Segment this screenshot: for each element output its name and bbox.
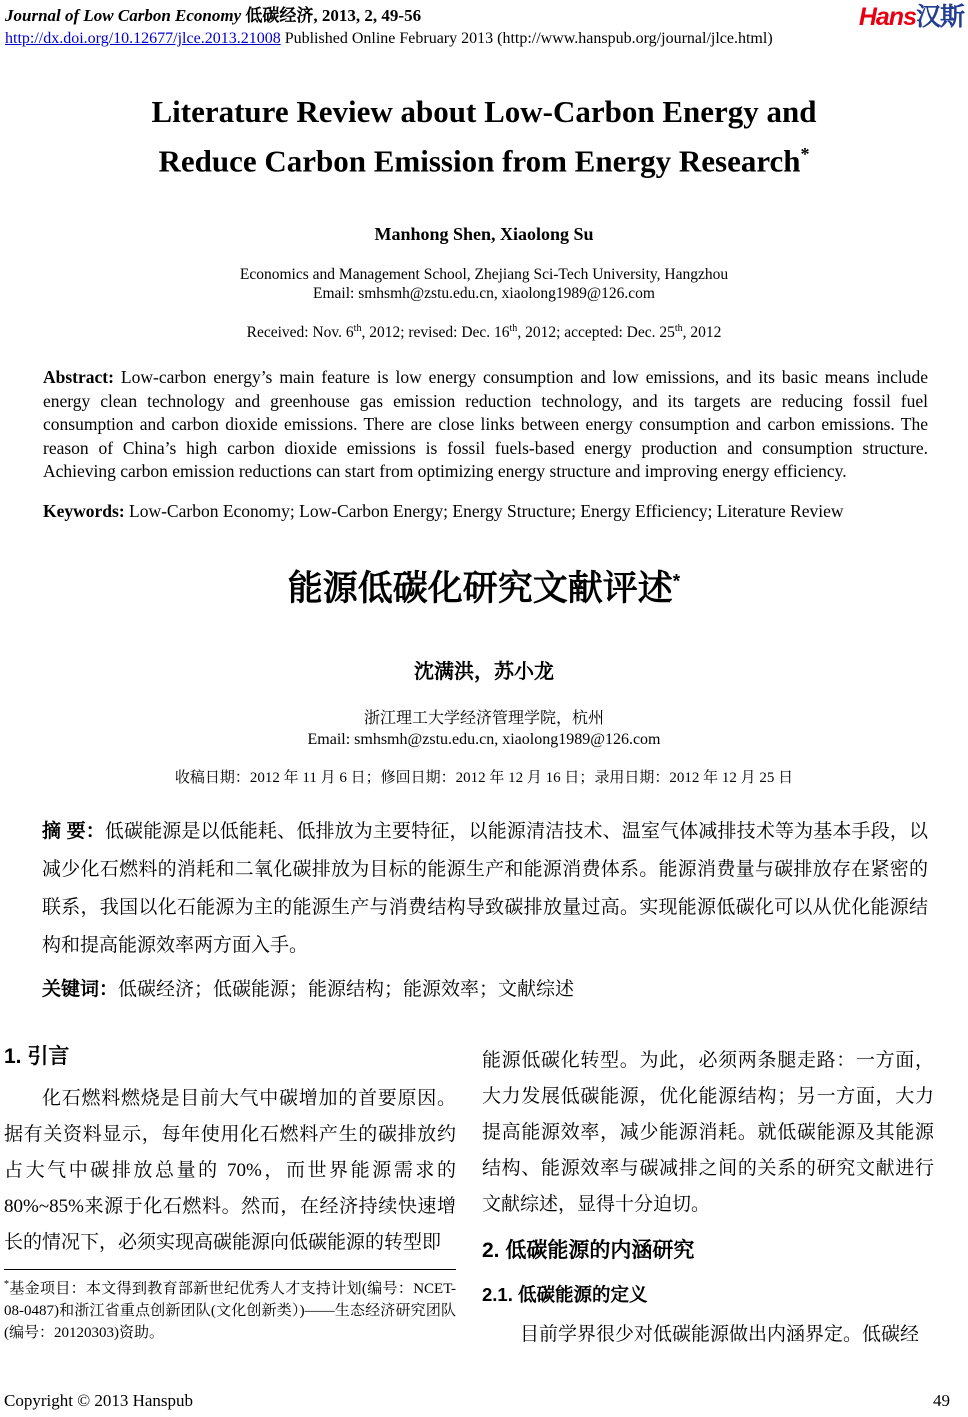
- authors-english: Manhong Shen, Xiaolong Su: [374, 224, 594, 245]
- page-footer: [4, 1391, 950, 1411]
- hans-logo-chinese: 汉斯: [915, 3, 964, 31]
- affiliation-chinese: 浙江理工大学经济管理学院，杭州: [363, 710, 604, 728]
- paper-title-chinese-text: 能源低碳化研究文献评述: [287, 569, 673, 609]
- abstract-label: Abstract:: [43, 367, 114, 388]
- received-part: Received: Nov. 6: [246, 324, 354, 342]
- received-part: , 2012; revised: Dec. 16: [361, 324, 510, 342]
- keywords-paragraph-chinese: [42, 975, 928, 1005]
- footnote-divider: [4, 1269, 456, 1270]
- dates-line-chinese: 收稿日期：2012 年 11 月 6 日；修回日期：2012 年 12 月 16 日；录用日期：2012 年 12 月 25 日: [174, 770, 794, 787]
- footnote-marker: *: [4, 1279, 9, 1291]
- left-column: [4, 1043, 456, 1353]
- abstract-paragraph-chinese: [42, 813, 928, 965]
- doi-line: [5, 28, 773, 50]
- body-paragraph-2: 能源低碳化转型。为此，必须两条腿走路：一方面，大力发展低碳能源，优化能源结构；另一方面，大力提高能源效率，减少能源消耗。就低碳能源及其能源结构、能源效率与碳减排之间的关系的研究文献进行文献综述，显得十分迫切。: [482, 1050, 934, 1216]
- published-online-text: Published Online February 2013 (http://www.hanspub.org/journal/jlce.html): [284, 30, 773, 47]
- title-footnote-asterisk: *: [800, 144, 810, 164]
- footnote-text: [4, 1274, 456, 1344]
- copyright-text: Copyright © 2013 Hanspub: [4, 1391, 194, 1410]
- footnote-body: 基金项目：本文得到教育部新世纪优秀人才支持计划(编号：NCET-08-0487)和浙江省重点创新团队(文化创新类）)——生态经济研究团队(编号：20120303)资助。: [4, 1281, 456, 1342]
- section-heading-2-1: 2.1. 低碳能源的定义: [482, 1284, 648, 1306]
- abstract-text: Low-carbon energy’s main feature is low energy consumption and low emissions, and its basic means include energy clean technology and greenhouse gas emission reduction technology, and its targets are reducing fossil fuel consumption and carbon dioxide emissions. There are close links between energy consumption and carbon emissions. The reason of China’s high carbon dioxide emissions is fossil fuels-based energy production and consumption structure. Achieving carbon emission reductions can start from optimizing energy structure and improving energy efficiency.: [43, 367, 928, 482]
- chinese-title-footnote-asterisk: *: [672, 571, 681, 593]
- abstract-label-chinese: 摘 要：: [42, 821, 105, 843]
- journal-name-chinese-issue: 低碳经济, 2013, 2, 49-56: [241, 6, 422, 25]
- journal-name-english: Journal of Low Carbon Economy: [5, 6, 242, 25]
- section-heading-2: 2. 低碳能源的内涵研究: [482, 1239, 695, 1263]
- journal-title-line: [5, 4, 773, 28]
- paper-title-english: [0, 90, 968, 182]
- page-header: [0, 0, 968, 50]
- keywords-text-chinese: 低碳经济；低碳能源；能源结构；能源效率；文献综述: [118, 979, 575, 1001]
- hans-logo-english: Hans: [858, 3, 916, 31]
- received-superscript: th: [674, 323, 683, 335]
- affiliation-english: Economics and Management School, Zhejiang Sci-Tech University, Hangzhou: [239, 266, 729, 284]
- email-line-chinese: Email: smhsmh@zstu.edu.cn, xiaolong1989@126.com: [307, 731, 661, 749]
- paper-title-chinese: [0, 561, 968, 611]
- header-left: [5, 4, 773, 50]
- affiliation-block-english: [0, 265, 968, 303]
- affiliation-block-chinese: [0, 708, 968, 750]
- received-part: , 2012; accepted: Dec. 25: [517, 324, 675, 342]
- two-column-body: [4, 1043, 934, 1353]
- paper-title-line1: Literature Review about Low-Carbon Energy and: [151, 94, 817, 129]
- authors-chinese: 沈满洪，苏小龙: [414, 661, 554, 684]
- right-column: [482, 1043, 934, 1353]
- keywords-paragraph-english: [43, 500, 928, 524]
- section-heading-1: 1. 引言: [4, 1045, 70, 1069]
- page-number: 49: [933, 1391, 950, 1410]
- paper-title-line2: Reduce Carbon Emission from Energy Research: [158, 143, 801, 179]
- email-line-english: Email: smhsmh@zstu.edu.cn, xiaolong1989@126.com: [313, 285, 655, 303]
- keywords-label-chinese: 关键词：: [42, 979, 119, 1001]
- funding-footnote: [4, 1269, 456, 1344]
- body-paragraph-3: 目前学界很少对低碳能源做出内涵界定。低碳经: [520, 1324, 920, 1346]
- doi-link[interactable]: http://dx.doi.org/10.12677/jlce.2013.21008: [5, 30, 281, 47]
- received-part: , 2012: [682, 324, 722, 342]
- keywords-label: Keywords:: [43, 500, 125, 521]
- received-superscript: th: [509, 323, 518, 335]
- body-paragraph-1: 化石燃料燃烧是目前大气中碳增加的首要原因。据有关资料显示，每年使用化石燃料产生的碳排放约占大气中碳排放总量的 70%，而世界能源需求的80%~85%来源于化石燃料。然而，在经济持续快速增长的情况下，必须实现高碳能源向低碳能源的转型即: [4, 1088, 456, 1254]
- keywords-text: Low-Carbon Economy; Low-Carbon Energy; Energy Structure; Energy Efficiency; Literature Review: [124, 500, 844, 521]
- abstract-text-chinese: 低碳能源是以低能耗、低排放为主要特征，以能源清洁技术、温室气体减排技术等为基本手段，以减少化石燃料的消耗和二氧化碳排放为目标的能源生产和能源消费体系。能源消费量与碳排放存在紧密的联系，我国以化石能源为主的能源生产与消费结构导致碳排放量过高。实现能源低碳化可以从优化能源结构和提高能源效率两方面入手。: [42, 821, 928, 957]
- abstract-paragraph-english: [43, 366, 928, 484]
- received-superscript: th: [353, 323, 362, 335]
- received-line-english: [0, 323, 968, 342]
- hans-publisher-logo: [859, 4, 964, 30]
